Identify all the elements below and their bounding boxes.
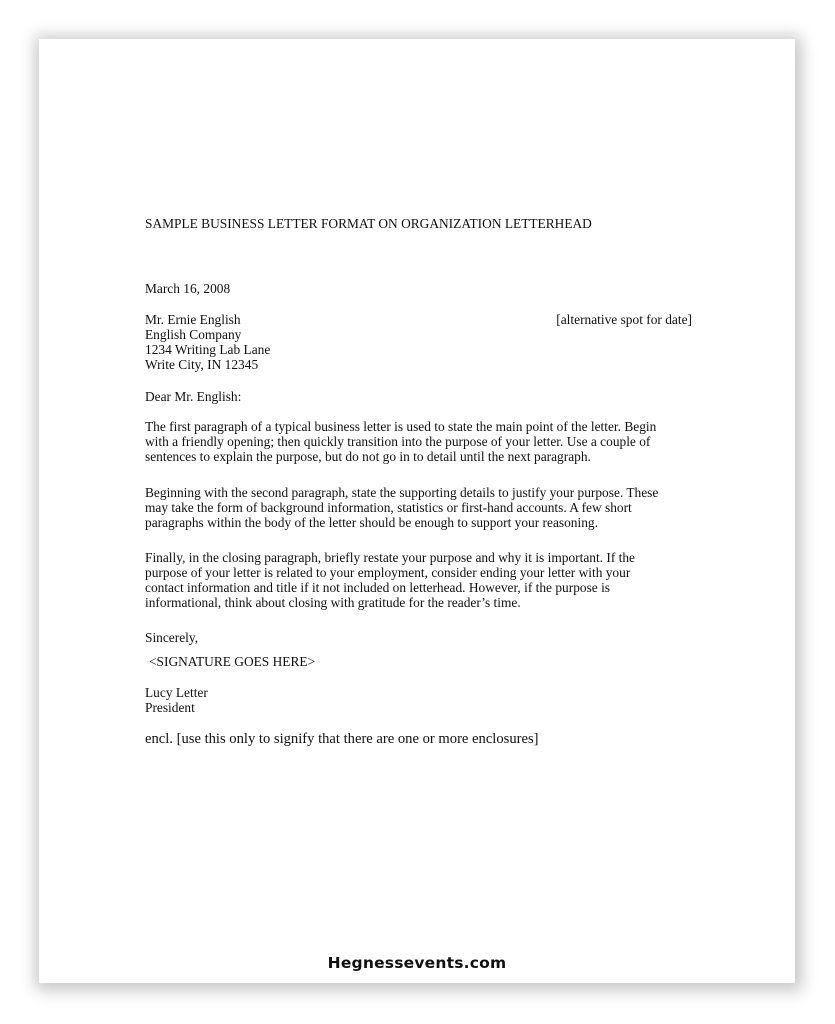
paragraph-line: with a friendly opening; then quickly transition into the purpose of your letter. Use a couple of: [145, 434, 651, 449]
paragraph-2: [145, 485, 690, 530]
paragraph-line: purpose of your letter is related to your employment, consider ending your letter with your: [145, 565, 631, 580]
signer-title: President: [145, 700, 195, 715]
paragraph-line: Finally, in the closing paragraph, briefly restate your purpose and why it is important. If the: [145, 550, 635, 565]
recipient-city: Write City, IN 12345: [145, 357, 259, 372]
letter-page: [39, 39, 795, 983]
recipient-name: Mr. Ernie English: [145, 312, 241, 327]
signer-block: [145, 685, 208, 715]
paragraph-3: [145, 550, 690, 610]
paragraph-line: paragraphs within the body of the letter should be enough to support your reasoning.: [145, 515, 598, 530]
alternative-date-note: [alternative spot for date]: [556, 312, 692, 327]
paragraph-line: informational, think about closing with gratitude for the reader’s time.: [145, 595, 521, 610]
recipient-address: [145, 312, 270, 372]
watermark: Hegnessevents.com: [327, 954, 507, 972]
paragraph-line: Beginning with the second paragraph, state the supporting details to justify your purpose. These: [145, 485, 659, 500]
salutation: Dear Mr. English:: [145, 389, 242, 404]
closing: Sincerely,: [145, 630, 199, 645]
signer-name: Lucy Letter: [145, 685, 208, 700]
paragraph-line: The first paragraph of a typical business letter is used to state the main point of the letter. Begin: [145, 419, 657, 434]
enclosure-note: encl. [use this only to signify that there are one or more enclosures]: [145, 731, 539, 747]
paragraph-line: may take the form of background information, statistics or first-hand accounts. A few short: [145, 500, 632, 515]
recipient-street: 1234 Writing Lab Lane: [145, 342, 271, 357]
paragraph-line: contact information and title if it not included on letterhead. However, if the purpose is: [145, 580, 611, 595]
letter-date: March 16, 2008: [145, 281, 231, 296]
recipient-company: English Company: [145, 327, 242, 342]
paragraph-1: [145, 419, 690, 464]
paragraph-line: sentences to explain the purpose, but do not go in to detail until the next paragraph.: [145, 449, 591, 464]
signature-placeholder: <SIGNATURE GOES HERE>: [149, 654, 316, 669]
letter-heading: SAMPLE BUSINESS LETTER FORMAT ON ORGANIZATION LETTERHEAD: [145, 216, 592, 231]
